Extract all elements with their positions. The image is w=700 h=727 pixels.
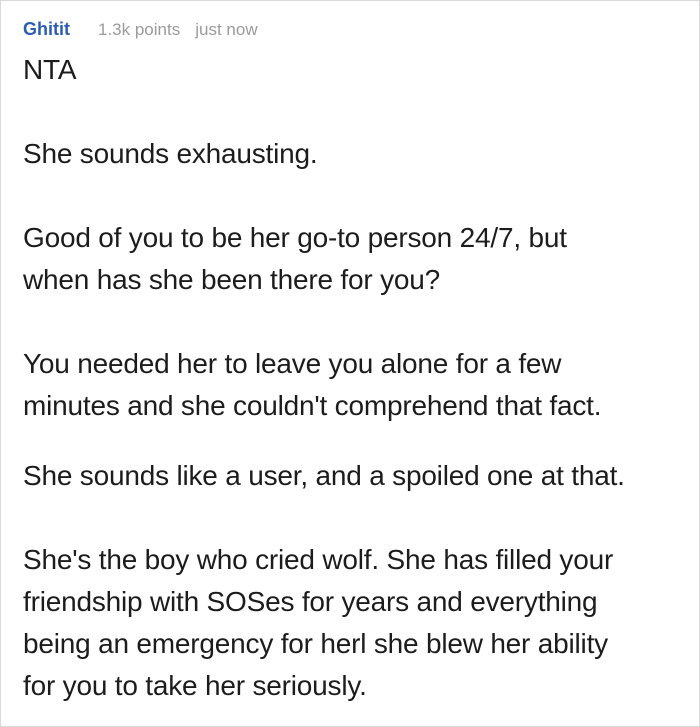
timestamp-label: just now <box>195 20 258 39</box>
paragraph <box>23 455 677 497</box>
comment-text-line: being an emergency for herl she blew her ability <box>23 628 608 659</box>
comment-text-line: friendship with SOSes for years and everything <box>23 586 598 617</box>
paragraph-verdict <box>23 49 677 91</box>
comment-text-line: when has she been there for you? <box>23 264 441 295</box>
comment-text-line: She sounds exhausting. <box>23 138 318 169</box>
comment-text-line: Good of you to be her go-to person 24/7, but <box>23 222 567 253</box>
comment-body <box>23 49 677 707</box>
comment-header <box>23 17 677 41</box>
comment-text-line: for you to take her seriously. <box>23 670 367 701</box>
comment-text-line: minutes and she couldn't comprehend that fact. <box>23 390 602 421</box>
paragraph <box>23 133 677 175</box>
username-link[interactable]: Ghitit <box>23 19 70 39</box>
comment-text-line: She's the boy who cried wolf. She has filled your <box>23 544 614 575</box>
comment-text-line: NTA <box>23 54 77 85</box>
points-label: 1.3k points <box>98 20 181 39</box>
comment-text-line: She sounds like a user, and a spoiled one at that. <box>23 460 625 491</box>
comment-text-line: You needed her to leave you alone for a few <box>23 348 562 379</box>
